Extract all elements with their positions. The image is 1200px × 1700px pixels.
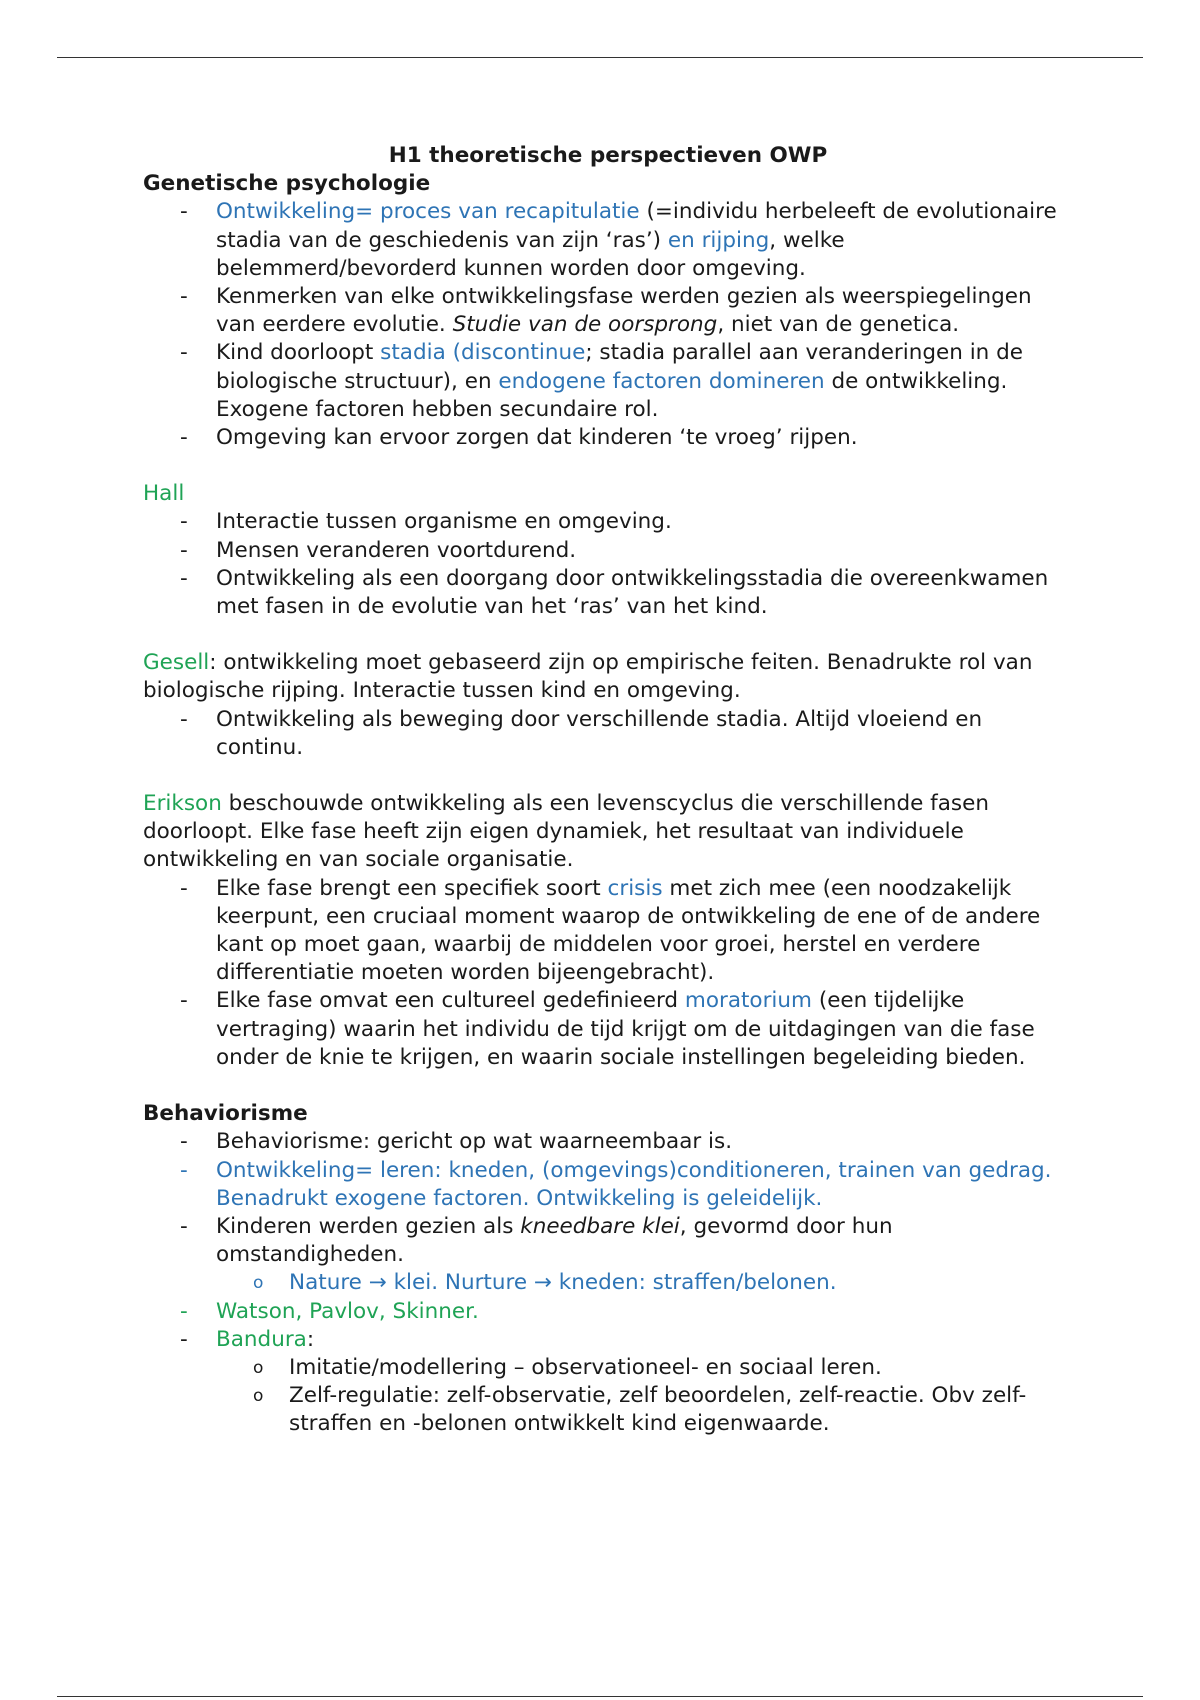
erikson-paragraph: Erikson beschouwde ontwikkeling als een levenscyclus die verschillende fasen doorloopt. Elke fase heeft zijn eigen dynamiek, het resultaat van individuele ontwikkeling en van sociale organisatie.	[143, 791, 989, 873]
circle-bullet-icon: o	[253, 1273, 264, 1294]
list-item: - Interactie tussen organisme en omgeving.	[143, 508, 1073, 536]
document-body	[143, 142, 1073, 1439]
bottom-rule	[57, 1696, 1143, 1697]
sub-list-item: o Nature → klei. Nurture → kneden: straffen/belonen.	[143, 1269, 1073, 1297]
list-item: - Kind doorloopt stadia (discontinue; stadia parallel aan veranderingen in de biologische structuur), en endogene factoren domineren de ontwikkeling. Exogene factoren hebben secundaire rol.	[143, 339, 1073, 424]
genetic-list	[143, 198, 1073, 452]
list-item: - Elke fase omvat een cultureel gedefinieerd moratorium (een tijdelijke vertraging) waarin het individu de tijd krijgt om de uitdagingen van die fase onder de knie te krijgen, en waarin sociale instellingen begeleiding bieden.	[143, 987, 1073, 1072]
list-item: - Omgeving kan ervoor zorgen dat kinderen ‘te vroeg’ rijpen.	[143, 424, 1073, 452]
list-item: - Watson, Pavlov, Skinner.	[143, 1298, 1073, 1326]
list-item: - Behaviorisme: gericht op wat waarneembaar is.	[143, 1128, 1073, 1156]
circle-bullet-icon: o	[253, 1386, 264, 1407]
page-title: H1 theoretische perspectieven OWP	[388, 143, 828, 168]
list-item: - Kinderen werden gezien als kneedbare klei, gevormd door hun omstandigheden. o Nature → klei. Nurture → kneden: straffen/belonen.	[143, 1213, 1073, 1298]
behaviorism-list	[143, 1128, 1073, 1438]
list-item: - Ontwikkeling als een doorgang door ontwikkelingsstadia die overeenkwamen met fasen in de evolutie van het ‘ras’ van het kind.	[143, 565, 1073, 621]
hall-list	[143, 508, 1073, 621]
sub-list-item: o Imitatie/modellering – observationeel- en sociaal leren.	[143, 1354, 1073, 1382]
list-item: - Ontwikkeling= leren: kneden, (omgevings)conditioneren, trainen van gedrag. Benadrukt exogene factoren. Ontwikkeling is geleidelijk.	[143, 1157, 1073, 1213]
erikson-list	[143, 875, 1073, 1072]
gesell-paragraph: Gesell: ontwikkeling moet gebaseerd zijn op empirische feiten. Benadrukte rol van biologische rijping. Interactie tussen kind en omgeving.	[143, 650, 1033, 704]
list-item: - Ontwikkeling= proces van recapitulatie (=individu herbeleeft de evolutionaire stadia van de geschiedenis van zijn ‘ras’) en rijping, welke belemmerd/bevorderd kunnen worden door omgeving.	[143, 198, 1073, 283]
circle-bullet-icon: o	[253, 1357, 264, 1378]
list-item: - Bandura: o Imitatie/modellering – observationeel- en sociaal leren. o Zelf-regulatie: zelf-observatie, zelf beoordelen, zelf-reactie. Obv zelf-straffen en -belonen ontwikkelt kind eigenwaarde.	[143, 1326, 1073, 1439]
top-rule	[57, 57, 1143, 58]
list-item: - Kenmerken van elke ontwikkelingsfase werden gezien als weerspiegelingen van eerdere evolutie. Studie van de oorsprong, niet van de genetica.	[143, 283, 1073, 339]
list-item: - Ontwikkeling als beweging door verschillende stadia. Altijd vloeiend en continu.	[143, 706, 1073, 762]
gesell-list	[143, 706, 1073, 762]
section-heading-genetic: Genetische psychologie	[143, 171, 431, 197]
list-item: - Elke fase brengt een specifiek soort crisis met zich mee (een noodzakelijk keerpunt, een cruciaal moment waarop de ontwikkeling de ene of de andere kant op moet gaan, waarbij de middelen voor groei, herstel en verdere differentiatie moeten worden bijeengebracht).	[143, 875, 1073, 988]
list-item: - Mensen veranderen voortdurend.	[143, 537, 1073, 565]
hall-name: Hall	[143, 481, 185, 507]
section-heading-behaviorism: Behaviorisme	[143, 1101, 308, 1127]
sub-list-item: o Zelf-regulatie: zelf-observatie, zelf beoordelen, zelf-reactie. Obv zelf-straffen en -belonen ontwikkelt kind eigenwaarde.	[253, 1383, 1027, 1437]
